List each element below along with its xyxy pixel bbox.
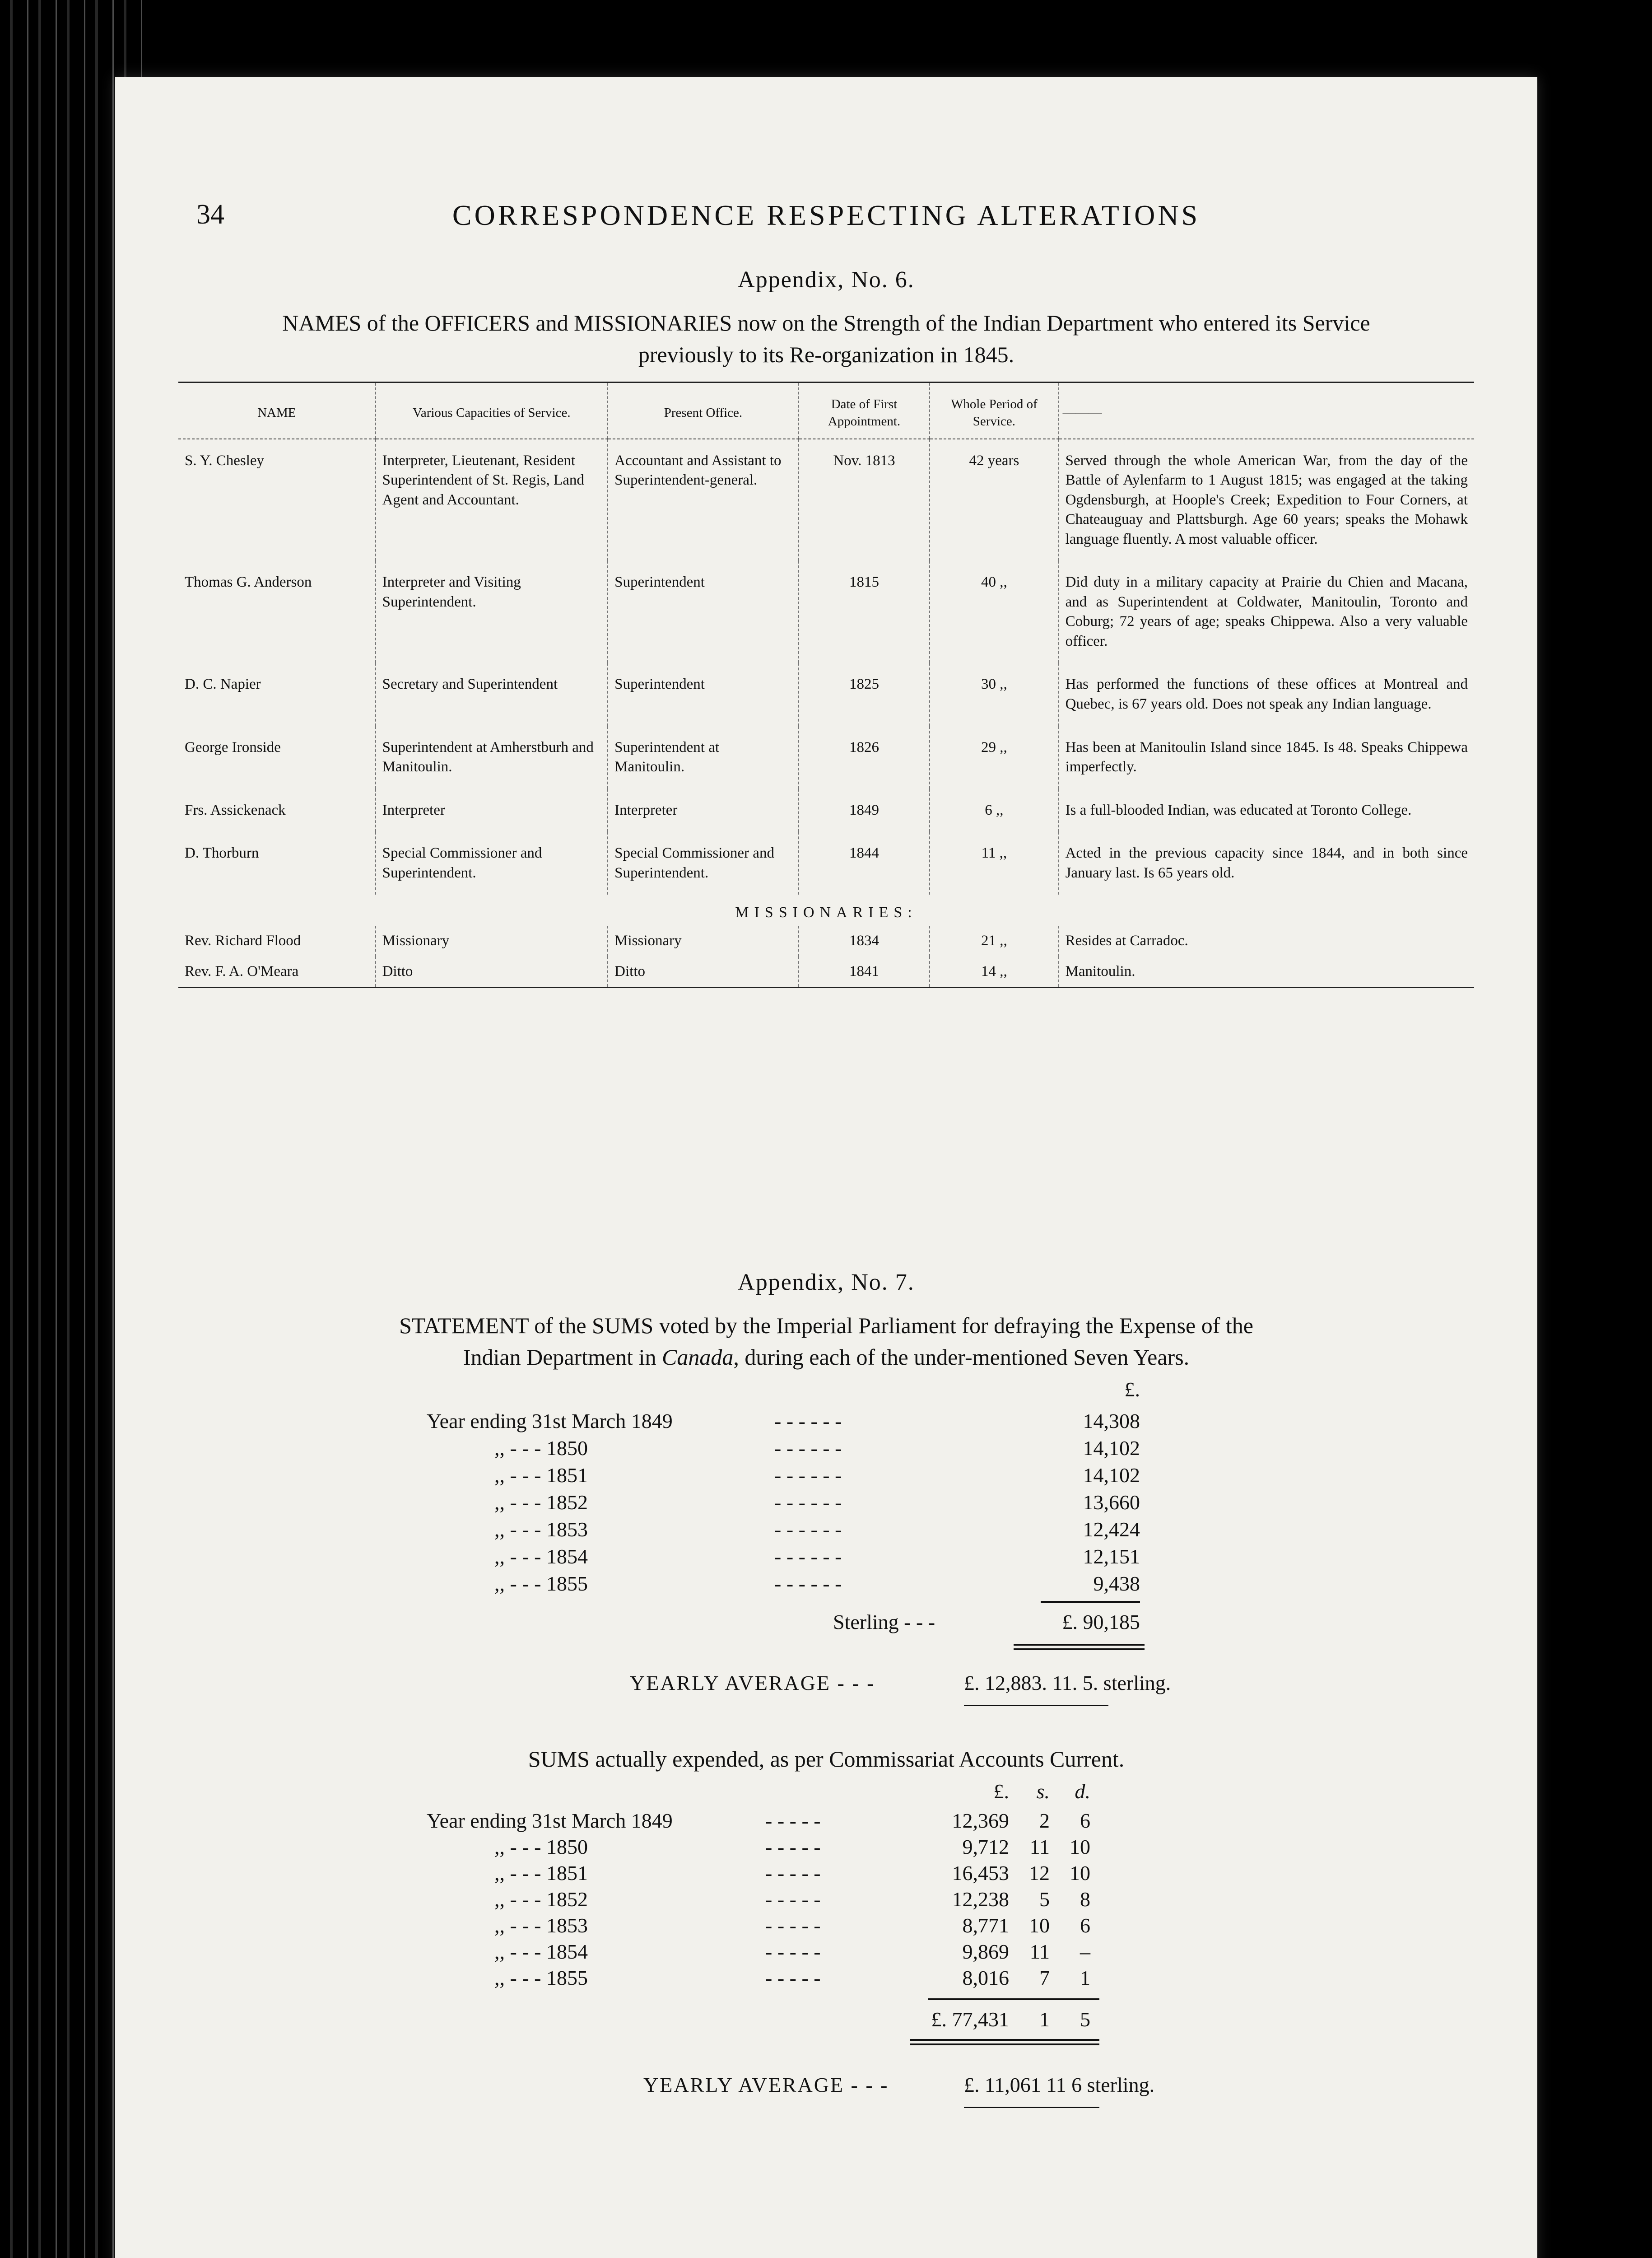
exp-header-shillings: s. (1036, 1780, 1050, 1803)
officer-period: 40 ,, (930, 561, 1058, 663)
missionary-office: Ditto (608, 956, 799, 988)
expended-shillings: 10 (1029, 1914, 1050, 1937)
officer-date: 1815 (799, 561, 930, 663)
officer-office: Superintendent (608, 561, 799, 663)
missionary-remarks: Manitoulin. (1059, 956, 1474, 988)
table-row (178, 832, 1474, 895)
expended-shillings: 7 (1039, 1966, 1050, 1989)
intro-text: , during each of the under-mentioned Seven Years. (733, 1344, 1190, 1370)
officer-name: S. Y. Chesley (185, 452, 265, 469)
intro-text: Indian Department in (463, 1344, 662, 1370)
expended-shillings: 11 (1029, 1940, 1050, 1963)
leader-dashes: - - - - - (765, 1861, 821, 1885)
leader-dashes: - - - - - - (774, 1464, 842, 1487)
officer-name: George Ironside (185, 739, 281, 756)
officer-office: Superintendent at Manitoulin. (608, 726, 799, 789)
expended-pence: 10 (1070, 1861, 1090, 1885)
document-page (115, 77, 1537, 2258)
expended-shillings: 2 (1039, 1809, 1050, 1832)
missionary-name: Rev. F. A. O'Meara (178, 956, 376, 988)
col-header-name: NAME (178, 383, 376, 439)
sterling-label: Sterling - - - (833, 1610, 935, 1633)
voted-amount: 13,660 (1083, 1491, 1140, 1514)
leader-dashes: - - - - - (765, 1809, 821, 1832)
leader-dashes: - - - - - - (774, 1437, 842, 1460)
exp-average-label (643, 2073, 889, 2097)
officer-period: 42 years (930, 439, 1058, 561)
officer-capacities: Interpreter (376, 789, 608, 832)
table-row (178, 956, 1474, 988)
expended-label: Year ending 31st March 1849 (427, 1809, 673, 1832)
table-row (178, 726, 1474, 789)
officer-office: Accountant and Assistant to Superintendent-general. (608, 439, 799, 561)
page-number: 34 (196, 199, 224, 230)
officer-capacities: Secretary and Superintendent (376, 663, 608, 726)
appendix-7-title: Appendix, No. 7. (738, 1269, 915, 1295)
average-label-text: YEARLY AVERAGE - - - (643, 2073, 889, 2096)
exp-header-pounds: £. (993, 1780, 1009, 1803)
voted-label: Year ending 31st March 1849 (427, 1409, 673, 1432)
yearly-average-label (630, 1671, 875, 1695)
table-row (178, 439, 1474, 561)
officer-remarks: Served through the whole American War, from the day of the Battle of Aylenfarm to 1 August 1815; was engaged at the taking Ogdensburgh, at Hoople's Creek; Expedition to Four Corners, at Chateauguay and Plattsburgh. Age 60 years; speaks the Mohawk language fluently. A most valuable officer. (1059, 439, 1474, 561)
col-header-period: Whole Period of Service. (930, 383, 1058, 439)
expended-pounds: 12,238 (952, 1888, 1009, 1911)
missionary-period: 21 ,, (930, 926, 1058, 956)
col-header-capacities: Various Capacities of Service. (376, 383, 608, 439)
col-header-date: Date of First Appointment. (799, 383, 930, 439)
missionaries-heading-row (178, 895, 1474, 926)
appendix-6-intro: NAMES of the OFFICERS and MISSIONARIES now on the Strength of the Indian Department who entered its Service previously to its Re-organization in 1845. (282, 310, 1370, 367)
leader-dashes: - - - - - - (774, 1545, 842, 1568)
expended-label: ,, - - - 1851 (494, 1861, 588, 1885)
officer-date: Nov. 1813 (799, 439, 930, 561)
officer-date: 1826 (799, 726, 930, 789)
voted-amount: 14,308 (1083, 1409, 1140, 1432)
expended-pence: 8 (1080, 1888, 1090, 1911)
leader-dashes: - - - - - (765, 1940, 821, 1963)
officer-name: D. Thorburn (185, 845, 259, 862)
expended-pence: 1 (1080, 1966, 1090, 1989)
officer-period: 30 ,, (930, 663, 1058, 726)
officer-office: Special Commissioner and Superintendent. (608, 832, 799, 895)
officer-remarks: Acted in the previous capacity since 1844, and in both since January last. Is 65 years old. (1059, 832, 1474, 895)
expended-pounds: 9,712 (962, 1835, 1009, 1858)
voted-amount: 14,102 (1083, 1464, 1140, 1487)
expended-pounds: 8,771 (962, 1914, 1009, 1937)
expended-pounds: 12,369 (952, 1809, 1009, 1832)
expended-pence: – (1080, 1940, 1090, 1963)
voted-label: ,, - - - 1850 (494, 1437, 588, 1460)
expended-pounds: 16,453 (952, 1861, 1009, 1885)
expended-pence: 6 (1080, 1914, 1090, 1937)
sum-rule (1041, 1601, 1140, 1603)
officer-period: 6 ,, (930, 789, 1058, 832)
page-header (196, 199, 1456, 253)
voted-amount: 12,151 (1083, 1545, 1140, 1568)
officers-table (178, 382, 1474, 988)
expended-label: ,, - - - 1855 (494, 1966, 588, 1989)
officer-remarks: Has been at Manitoulin Island since 1845. Is 48. Speaks Chippewa imperfectly. (1059, 726, 1474, 789)
officer-capacities: Special Commissioner and Superintendent. (376, 832, 608, 895)
col-header-remarks: ——— (1059, 383, 1474, 439)
sterling-total: £. 90,185 (1062, 1610, 1140, 1633)
officer-period: 11 ,, (930, 832, 1058, 895)
leader-dashes: - - - - - (765, 1888, 821, 1911)
intro-emphasis: Canada (661, 1344, 734, 1370)
expended-label: ,, - - - 1854 (494, 1940, 588, 1963)
officer-capacities: Superintendent at Amherstburh and Manitoulin. (376, 726, 608, 789)
missionaries-heading: MISSIONARIES: (735, 904, 917, 921)
voted-label: ,, - - - 1853 (494, 1518, 588, 1541)
double-rule (1014, 1644, 1145, 1646)
expended-pence: 6 (1080, 1809, 1090, 1832)
voted-amount: 12,424 (1083, 1518, 1140, 1541)
officer-date: 1844 (799, 832, 930, 895)
missionary-date: 1841 (799, 956, 930, 988)
table-row (178, 561, 1474, 663)
table-row (178, 663, 1474, 726)
officer-date: 1849 (799, 789, 930, 832)
expended-label: ,, - - - 1853 (494, 1914, 588, 1937)
running-title: CORRESPONDENCE RESPECTING ALTERATIONS (452, 199, 1201, 231)
average-label-text: YEARLY AVERAGE - - - (630, 1671, 875, 1694)
leader-dashes: - - - - - (765, 1835, 821, 1858)
officer-remarks: Is a full-blooded Indian, was educated at Toronto College. (1059, 789, 1474, 832)
exp-average-value: £. 11,061 11 6 sterling. (964, 2073, 1155, 2096)
exp-header-pence: d. (1075, 1780, 1090, 1803)
leader-dashes: - - - - - - (774, 1409, 842, 1432)
table-header-row (178, 383, 1474, 439)
leader-dashes: - - - - - - (774, 1491, 842, 1514)
appendix-7-intro-line2 (115, 1341, 1537, 1373)
missionary-capacities: Missionary (376, 926, 608, 956)
average-rule (964, 1705, 1108, 1706)
missionary-remarks: Resides at Carradoc. (1059, 926, 1474, 956)
expended-total-pounds: £. 77,431 (931, 2008, 1009, 2031)
expended-shillings: 12 (1029, 1861, 1050, 1885)
officer-name: D. C. Napier (185, 676, 261, 693)
appendix-6-title: Appendix, No. 6. (738, 267, 915, 293)
expended-label: ,, - - - 1850 (494, 1835, 588, 1858)
voted-label: ,, - - - 1851 (494, 1464, 588, 1487)
officer-remarks: Did duty in a military capacity at Prairie du Chien and Macana, and as Superintendent at Coldwater, Manitoulin, Toronto and Coburg; 72 years of age; speaks Chippewa. Also a very valuable officer. (1059, 561, 1474, 663)
table-row (178, 789, 1474, 832)
expended-total-pence: 5 (1080, 2008, 1090, 2031)
leader-dashes: - - - - - - (774, 1518, 842, 1541)
officer-date: 1825 (799, 663, 930, 726)
expended-shillings: 5 (1039, 1888, 1050, 1911)
officer-capacities: Interpreter and Visiting Superintendent. (376, 561, 608, 663)
officer-remarks: Has performed the functions of these offices at Montreal and Quebec, is 67 years old. Does not speak any Indian language. (1059, 663, 1474, 726)
voted-label: ,, - - - 1854 (494, 1545, 588, 1568)
sum-rule (928, 1998, 1099, 2000)
officer-name: Frs. Assickenack (185, 802, 286, 818)
yearly-average-value: £. 12,883. 11. 5. sterling. (964, 1671, 1171, 1694)
double-rule (910, 2039, 1099, 2041)
expended-intro: SUMS actually expended, as per Commissariat Accounts Current. (528, 1746, 1125, 1772)
missionary-capacities: Ditto (376, 956, 608, 988)
officer-period: 29 ,, (930, 726, 1058, 789)
voted-label: ,, - - - 1852 (494, 1491, 588, 1514)
expended-shillings: 11 (1029, 1835, 1050, 1858)
missionary-period: 14 ,, (930, 956, 1058, 988)
officer-name: Thomas G. Anderson (185, 574, 312, 591)
double-rule (910, 2043, 1099, 2045)
expended-pence: 10 (1070, 1835, 1090, 1858)
average-rule (964, 2107, 1099, 2108)
expended-pounds: 9,869 (962, 1940, 1009, 1963)
officer-office: Interpreter (608, 789, 799, 832)
officer-office: Superintendent (608, 663, 799, 726)
leader-dashes: - - - - - (765, 1966, 821, 1989)
leader-dashes: - - - - - (765, 1914, 821, 1937)
currency-header: £. (1124, 1378, 1140, 1401)
voted-amount: 9,438 (1093, 1572, 1140, 1595)
expended-pounds: 8,016 (962, 1966, 1009, 1989)
voted-label: ,, - - - 1855 (494, 1572, 588, 1595)
voted-amount: 14,102 (1083, 1437, 1140, 1460)
double-rule (1014, 1648, 1145, 1650)
leader-dashes: - - - - - - (774, 1572, 842, 1595)
missionary-date: 1834 (799, 926, 930, 956)
expended-total-shillings: 1 (1039, 2008, 1050, 2031)
col-header-office: Present Office. (608, 383, 799, 439)
missionary-office: Missionary (608, 926, 799, 956)
missionary-name: Rev. Richard Flood (185, 933, 301, 949)
expended-label: ,, - - - 1852 (494, 1888, 588, 1911)
table-row (178, 926, 1474, 956)
appendix-7-intro-line1: STATEMENT of the SUMS voted by the Imperial Parliament for defraying the Expense of the (399, 1313, 1253, 1338)
officer-capacities: Interpreter, Lieutenant, Resident Superintendent of St. Regis, Land Agent and Accountant. (376, 439, 608, 561)
